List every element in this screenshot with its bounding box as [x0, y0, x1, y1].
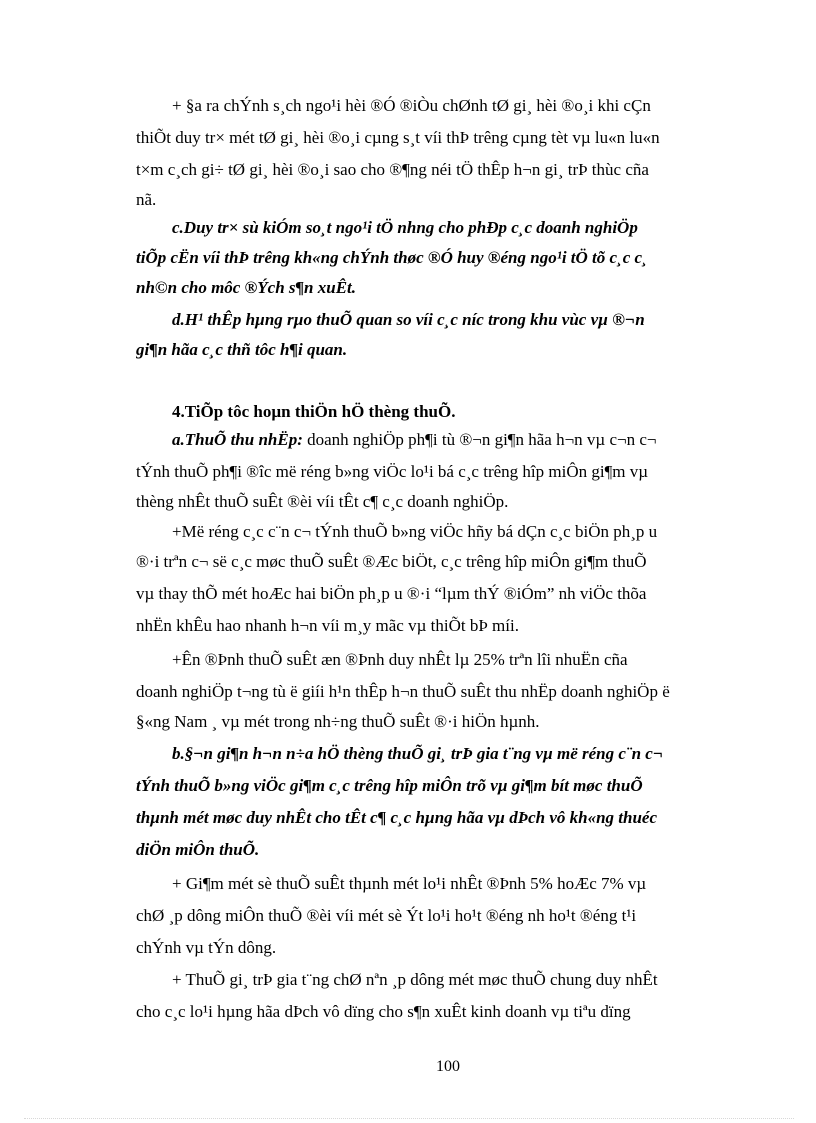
section-heading-d: d.H¹ thÊp hµng rµo thuÕ quan so víi c¸c níc trong khu vùc vµ ®¬n [172, 310, 645, 329]
section-heading-d-line: gi¶n hãa c¸c thñ tôc h¶i quan. [136, 340, 348, 359]
paragraph-line: thiÕt duy tr× mét tØ gi¸ hèi ®o¸i cµng s¸t víi thÞ trêng cµng tèt vµ lu«n lu«n [136, 128, 660, 147]
paragraph-line: thèng nhÊt thuÕ suÊt ®èi víi tÊt c¶ c¸c doanh nghiÖp. [136, 492, 509, 511]
subheading-income-tax: a.ThuÕ thu nhËp: [172, 430, 303, 449]
paragraph-line: + §a ra chÝnh s¸ch ngo¹i hèi ®Ó ®iÒu chØnh tØ gi¸ hèi ®o¸i khi cÇn [172, 96, 651, 115]
paragraph-line: nhËn khÊu hao nhanh h¬n víi m¸y mãc vµ thiÕt bÞ míi. [136, 616, 519, 635]
paragraph-line: + Gi¶m mét sè thuÕ suÊt thµnh mét lo¹i nhÊt ®Þnh 5% hoÆc 7% vµ [172, 874, 647, 893]
section-heading-c: c.Duy tr× sù kiÓm so¸t ngo¹i tÖ nhng cho phÐp c¸c doanh nghiÖp [172, 218, 638, 237]
section-heading-b: b.§¬n gi¶n h¬n n÷a hÖ thèng thuÕ gi¸ trÞ gia t¨ng vµ më réng c¨n c¬ [172, 744, 664, 763]
paragraph-line: ®·i trªn c¬ së c¸c møc thuÕ suÊt ®Æc biÖt, c¸c trêng hîp miÔn gi¶m thuÕ [136, 552, 647, 571]
section-heading-b-line: diÖn miÔn thuÕ. [136, 840, 260, 859]
footer-divider [24, 1118, 794, 1119]
paragraph-line: chÝnh vµ tÝn dông. [136, 938, 277, 957]
section-heading-c-line: tiÕp cËn víi thÞ trêng kh«ng chÝnh thøc ®Ó huy ®éng ngo¹i tÖ tõ c¸c c¸ [136, 248, 648, 267]
section-heading-c-line: nh©n cho môc ®Ých s¶n xuÊt. [136, 278, 357, 297]
section-heading-b-line: tÝnh thuÕ b»ng viÖc gi¶m c¸c trêng hîp miÔn trõ vµ gi¶m bít møc thuÕ [136, 776, 643, 795]
chapter-heading: 4.TiÕp tôc hoµn thiÖn hÖ thèng thuÕ. [172, 402, 456, 421]
paragraph-line: + ThuÕ gi¸ trÞ gia t¨ng chØ nªn ¸p dông mét møc thuÕ chung duy nhÊt [172, 970, 658, 989]
page-number: 100 [436, 1058, 460, 1075]
paragraph-line: doanh nghiÖp t¬ng tù ë giíi h¹n thÊp h¬n thuÕ suÊt thu nhËp doanh nghiÖp ë [136, 682, 670, 701]
paragraph-line: chØ ¸p dông miÔn thuÕ ®èi víi mét sè Ýt lo¹i ho¹t ®éng nh ho¹t ®éng t¹i [136, 906, 637, 925]
paragraph-line: §«ng Nam ¸ vµ mét trong nh÷ng thuÕ suÊt ®·i hiÖn hµnh. [136, 712, 540, 731]
paragraph-line: tÝnh thuÕ ph¶i ®îc më réng b»ng viÖc lo¹i bá c¸c trêng hîp miÔn gi¶m vµ [136, 462, 649, 481]
paragraph-line: +Ên ®Þnh thuÕ suÊt æn ®Þnh duy nhÊt lµ 25% trªn lîi nhuËn cña [172, 650, 628, 669]
paragraph-line [172, 430, 736, 450]
paragraph-line: cho c¸c lo¹i hµng hãa dÞch vô dïng cho s¶n xuÊt kinh doanh vµ tiªu dïng [136, 1002, 631, 1021]
paragraph-line: t×m c¸ch gi÷ tØ gi¸ hèi ®o¸i sao cho ®¶ng néi tÖ thÊp h¬n gi¸ trÞ thùc cña [136, 160, 649, 179]
paragraph-line: vµ thay thÕ mét hoÆc hai biÖn ph¸p u ®·i “lµm thÝ ®iÓm” nh viÖc thõa [136, 584, 647, 603]
paragraph-text: doanh nghiÖp ph¶i tù ®¬n gi¶n hãa h¬n vµ c¬n c¬ [302, 430, 657, 449]
paragraph-line: +Më réng c¸c c¨n c¬ tÝnh thuÕ b»ng viÖc hñy bá dÇn c¸c biÖn ph¸p u [172, 522, 658, 541]
paragraph-line: nã. [136, 190, 157, 209]
section-heading-b-line: thµnh mét møc duy nhÊt cho tÊt c¶ c¸c hµng hãa vµ dÞch vô kh«ng thuéc [136, 808, 658, 827]
